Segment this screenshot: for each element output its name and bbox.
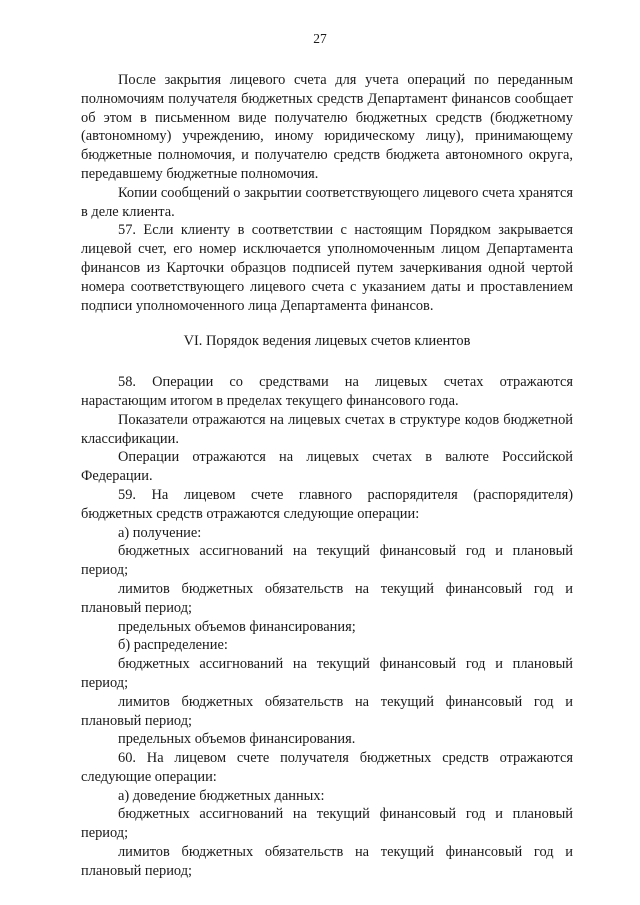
list-item: бюджетных ассигнований на текущий финансовый год и плановый период; — [81, 656, 573, 691]
list-item: лимитов бюджетных обязательств на текущий финансовый год и плановый период; — [81, 693, 573, 729]
list-item: лимитов бюджетных обязательств на текущий финансовый год и плановый период; — [81, 580, 573, 616]
list-item: лимитов бюджетных обязательств на текущий финансовый год и плановый период; — [81, 844, 573, 879]
paragraph: Операции отражаются на лицевых счетах в валюте Российской Федерации. — [81, 449, 573, 485]
list-item: б) распределение: — [118, 637, 228, 654]
paragraph: Копии сообщений о закрытии соответствующего лицевого счета хранятся в деле клиента. — [81, 184, 573, 220]
paragraph: После закрытия лицевого счета для учета операций по переданным полномочиям получателя бюджетных средств Департамент финансов сообщает об этом в письменном виде получателю бюджетных средств (бюджетному (автономному) учреждению, иному юридическому лицу), принимающему бюджетные полномочия, и получателю средств бюджета автономного округа, передавшему бюджетные полномочия. — [81, 72, 573, 182]
paragraph: 60. На лицевом счете получателя бюджетных средств отражаются следующие операции: — [81, 750, 573, 785]
list-item: предельных объемов финансирования. — [118, 731, 356, 748]
list-item: предельных объемов финансирования; — [118, 618, 356, 635]
list-item: а) доведение бюджетных данных: — [118, 787, 325, 804]
document-body — [81, 71, 573, 881]
page-number: 27 — [313, 31, 327, 46]
list-item: бюджетных ассигнований на текущий финансовый год и плановый период; — [81, 543, 573, 579]
list-item: бюджетных ассигнований на текущий финансовый год и плановый период; — [81, 806, 573, 842]
section-heading: VI. Порядок ведения лицевых счетов клиентов — [183, 333, 471, 350]
paragraph: Показатели отражаются на лицевых счетах в структуре кодов бюджетной классификации. — [81, 411, 573, 447]
paragraph: 57. Если клиенту в соответствии с настоящим Порядком закрывается лицевой счет, его номер исключается уполномоченным лицом Департамента финансов из Карточки образцов подписей путем зачеркивания одной чертой номера соответствующего лицевого счета с указанием даты и проставлением подписи уполномоченного лица Департамента финансов. — [81, 222, 573, 314]
paragraph: 59. На лицевом счете главного распорядителя (распорядителя) бюджетных средств отражаются следующие операции: — [81, 486, 573, 522]
list-item: а) получение: — [118, 524, 202, 541]
paragraph: 58. Операции со средствами на лицевых счетах отражаются нарастающим итогом в пределах текущего финансового года. — [81, 374, 573, 409]
